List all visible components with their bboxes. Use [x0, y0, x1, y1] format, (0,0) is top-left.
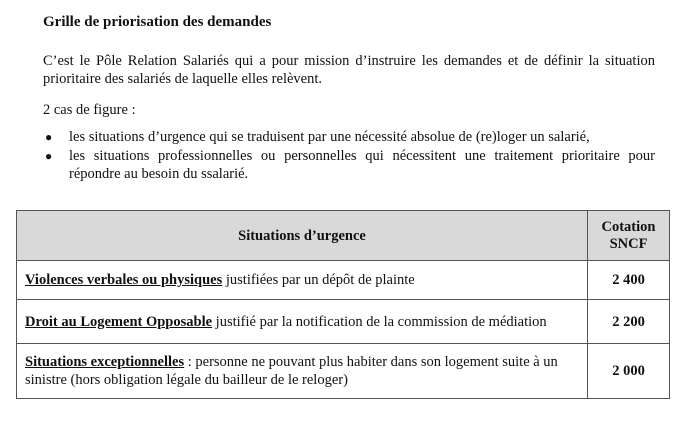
list-item-text: les situations d’urgence qui se traduisent par une nécessité absolue de (re)loger un salarié,: [69, 129, 590, 145]
table-header-row: [17, 211, 670, 261]
points-cell: 2 000: [588, 344, 670, 399]
situation-title: Droit au Logement Opposable: [25, 313, 213, 330]
points-cell: 2 200: [588, 300, 670, 344]
situation-cell: [17, 300, 588, 344]
intro-paragraph: C’est le Pôle Relation Salariés qui a pour mission d’instruire les demandes et de définir la situation prioritaire des salariés de laquelle elles relèvent.: [43, 53, 655, 87]
bullet-icon: ●: [45, 130, 53, 144]
list-item: [43, 128, 655, 146]
list-item-text: les situations professionnelles ou personnelles qui nécessitent une traitement prioritaire pour répondre au besoin du ssalarié.: [69, 148, 655, 182]
situation-cell: [17, 261, 588, 300]
table-row: [17, 300, 670, 344]
situation-title: Violences verbales ou physiques: [25, 272, 223, 288]
situation-cell: [17, 344, 588, 399]
list-item: [43, 147, 655, 183]
bullet-icon: ●: [45, 149, 53, 163]
situation-detail: justifiées par un dépôt de plainte: [222, 272, 415, 288]
cases-label: 2 cas de figure :: [43, 102, 136, 118]
cases-list: [43, 128, 655, 184]
situation-title: Situations exceptionnelles: [25, 354, 185, 370]
situation-detail: : personne ne pouvant plus habiter dans son logement suite à un sinistre (hors obligation légale du bailleur de le reloger): [25, 354, 558, 388]
page-title: Grille de priorisation des demandes: [43, 14, 272, 30]
header-situation: Situations d’urgence: [17, 211, 588, 261]
points-cell: 2 400: [588, 261, 670, 300]
situation-detail: justifié par la notification de la commission de médiation: [212, 313, 547, 330]
header-cotation: Cotation SNCF: [588, 211, 670, 261]
priority-table: [16, 210, 670, 399]
table-row: [17, 344, 670, 399]
table-row: [17, 261, 670, 300]
